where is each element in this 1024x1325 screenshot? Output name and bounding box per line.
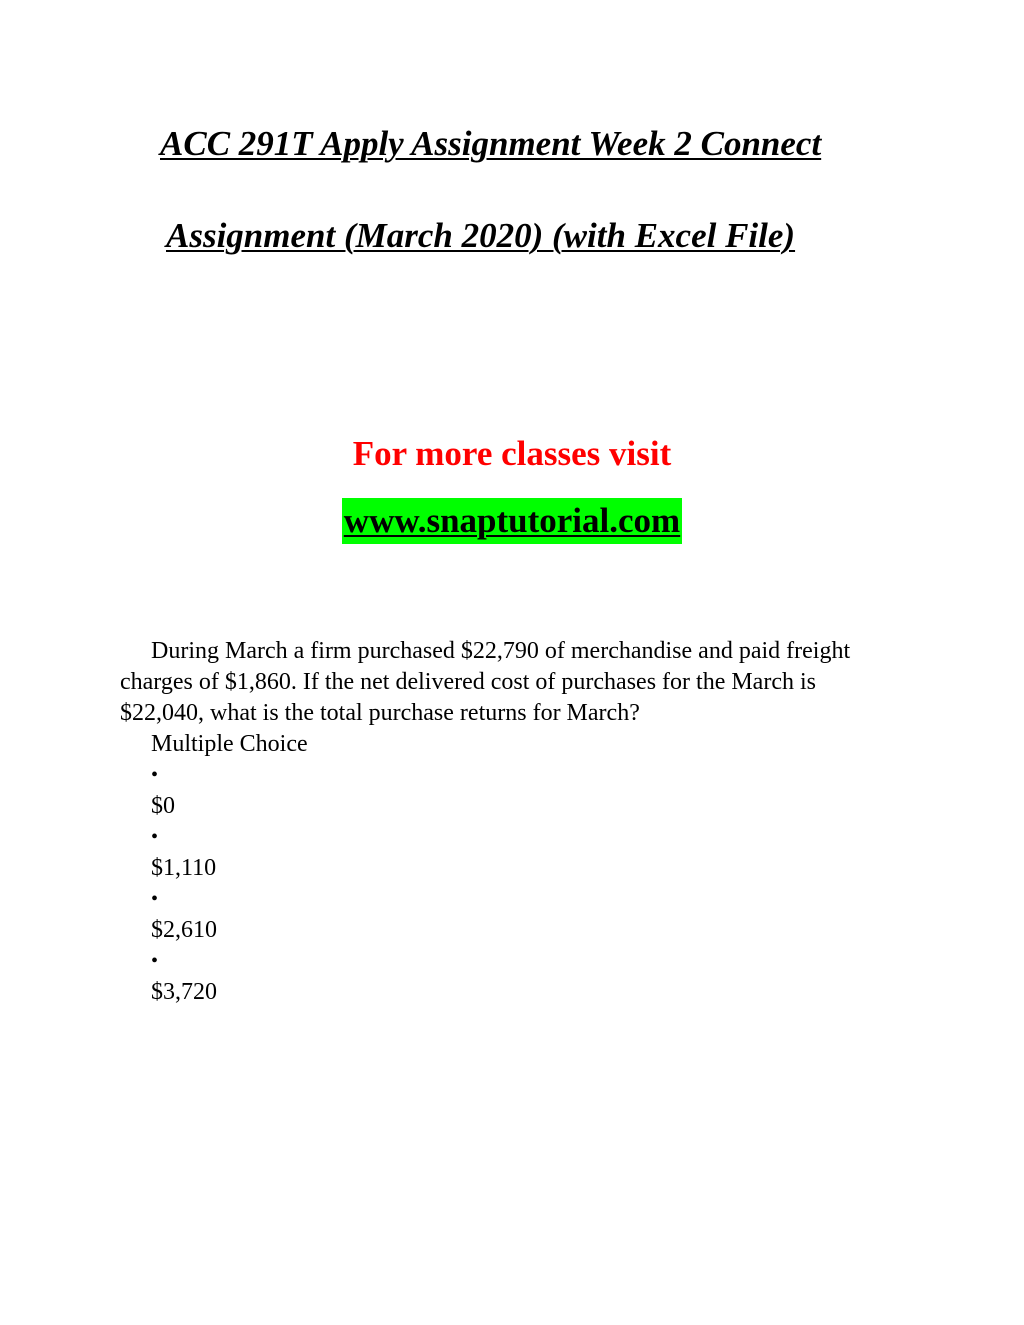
bullet-icon: • <box>151 950 159 972</box>
answer-choice[interactable] <box>151 884 217 946</box>
promo-link-container <box>0 498 1024 544</box>
answer-choice-text[interactable]: $0 <box>151 793 175 819</box>
multiple-choice-label: Multiple Choice <box>151 731 308 757</box>
answer-choices <box>151 760 217 1008</box>
title-line-1: ACC 291T Apply Assignment Week 2 Connect <box>160 124 822 163</box>
title-line-2: Assignment (March 2020) (with Excel File) <box>166 216 796 255</box>
bullet-icon: • <box>151 826 159 848</box>
bullet-icon: • <box>151 888 159 910</box>
snaptutorial-link[interactable]: www.snaptutorial.com <box>342 498 682 544</box>
promo-text: For more classes visit <box>352 434 672 473</box>
answer-choice-text[interactable]: $1,110 <box>151 855 217 881</box>
answer-choice[interactable] <box>151 822 217 884</box>
answer-choice[interactable] <box>151 760 217 822</box>
answer-choice[interactable] <box>151 946 217 1008</box>
answer-choice-text[interactable]: $3,720 <box>151 979 217 1005</box>
question-text: During March a firm purchased $22,790 of merchandise and paid freight charges of $1,860. If the net delivered cost of purchases for the March is $22,040, what is the total purchase returns for March? <box>120 638 851 726</box>
bullet-icon: • <box>151 764 159 786</box>
answer-choice-text[interactable]: $2,610 <box>151 917 217 943</box>
